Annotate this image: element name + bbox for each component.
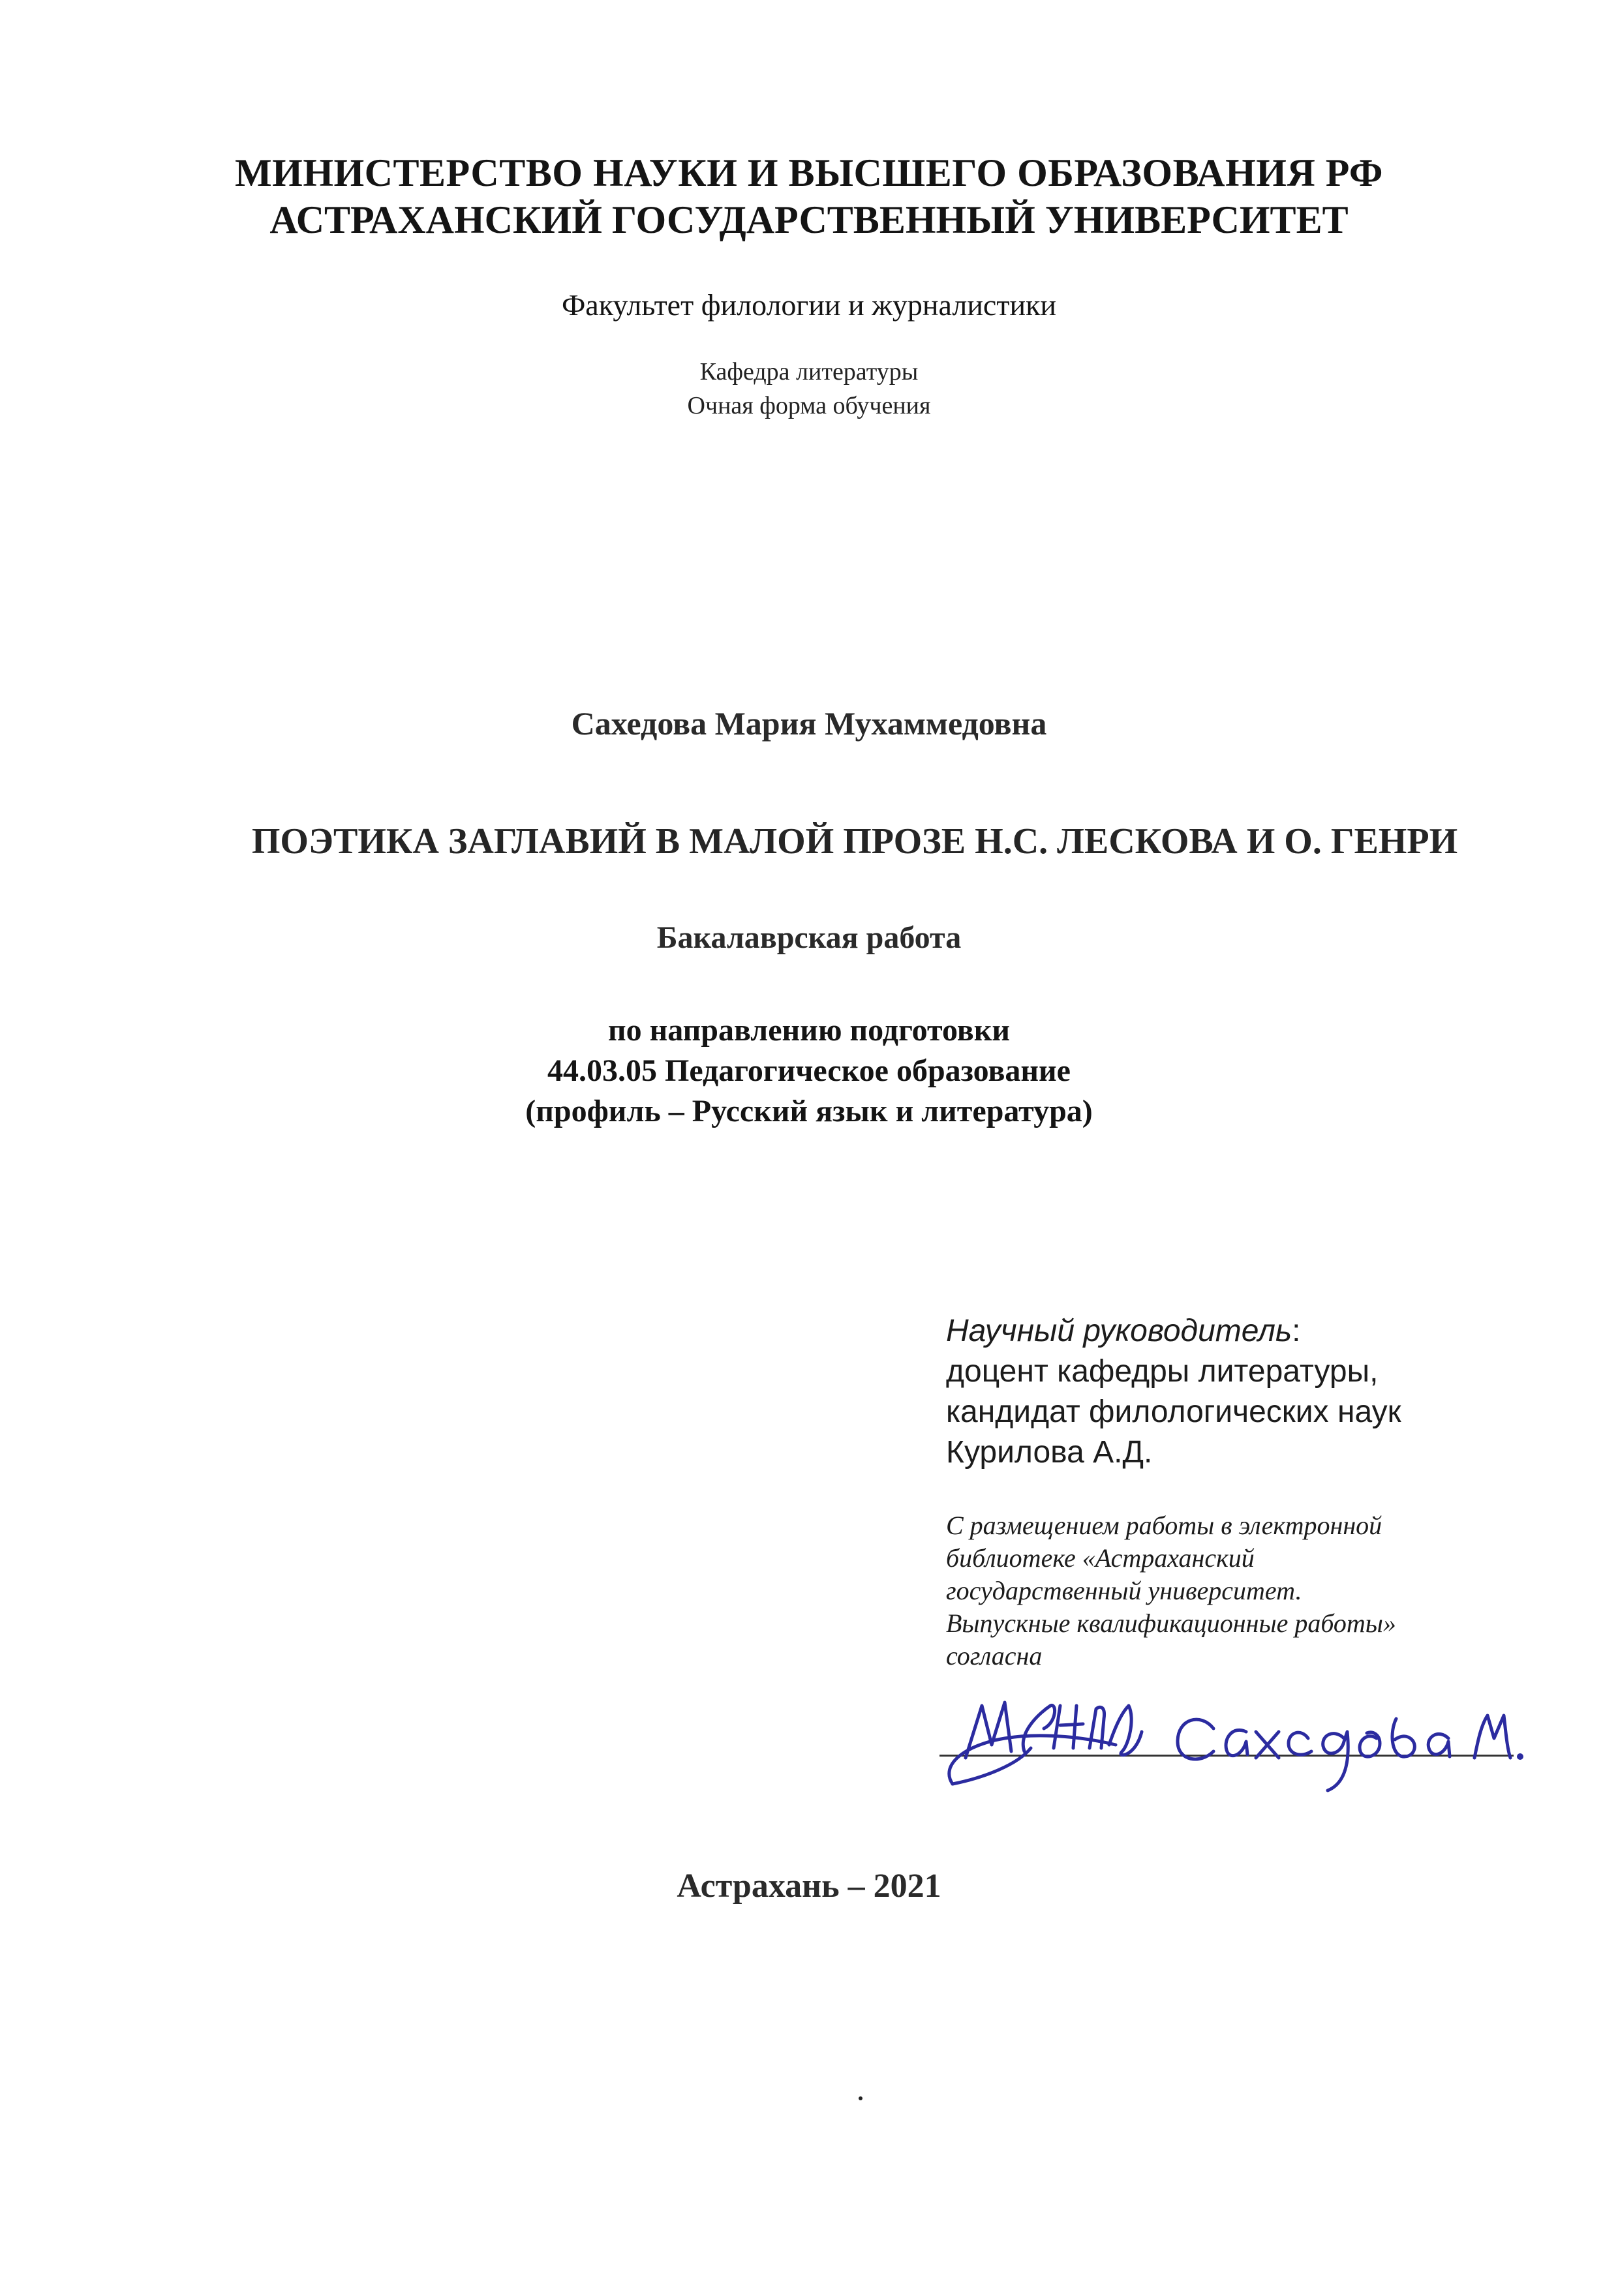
- direction-code: 44.03.05 Педагогическое образование: [547, 1053, 1071, 1088]
- thesis-title: ПОЭТИКА ЗАГЛАВИЙ В МАЛОЙ ПРОЗЕ Н.С. ЛЕСКОВА И О. ГЕНРИ: [251, 821, 1458, 862]
- consent-line: библиотеке «Астраханский: [946, 1543, 1255, 1573]
- ministry-name: МИНИСТЕРСТВО НАУКИ И ВЫСШЕГО ОБРАЗОВАНИЯ РФ: [235, 151, 1383, 194]
- supervisor-position: доцент кафедры литературы,: [946, 1354, 1379, 1389]
- direction-profile: (профиль – Русский язык и литература): [525, 1094, 1093, 1128]
- consent-line: государственный университет.: [946, 1576, 1302, 1605]
- city-year: Астрахань – 2021: [677, 1867, 941, 1905]
- supervisor-block: [946, 1311, 1566, 1473]
- consent-line: согласна: [946, 1641, 1043, 1670]
- work-type: Бакалаврская работа: [656, 920, 962, 955]
- handwritten-signature: [926, 1667, 1527, 1797]
- supervisor-label-colon: :: [1292, 1314, 1301, 1348]
- university-name: АСТРАХАНСКИЙ ГОСУДАРСТВЕННЫЙ УНИВЕРСИТЕТ: [269, 198, 1349, 241]
- direction-line: по направлению подготовки: [607, 1013, 1011, 1048]
- faculty-name: Факультет филологии и журналистики: [561, 288, 1057, 322]
- supervisor-name: Курилова А.Д.: [946, 1435, 1153, 1470]
- consent-statement: [946, 1509, 1533, 1672]
- supervisor-degree: кандидат филологических наук: [946, 1395, 1401, 1429]
- study-form: Очная форма обучения: [687, 392, 931, 419]
- consent-line: С размещением работы в электронной: [946, 1511, 1382, 1540]
- supervisor-label: Научный руководитель: [946, 1314, 1292, 1348]
- author-name: Сахедова Мария Мухаммедовна: [571, 705, 1047, 742]
- consent-line: Выпускные квалификационные работы»: [946, 1609, 1396, 1638]
- supervisor-label-line: [946, 1311, 1566, 1352]
- scan-speck: [859, 2096, 862, 2100]
- department-name: Кафедра литературы: [699, 358, 919, 385]
